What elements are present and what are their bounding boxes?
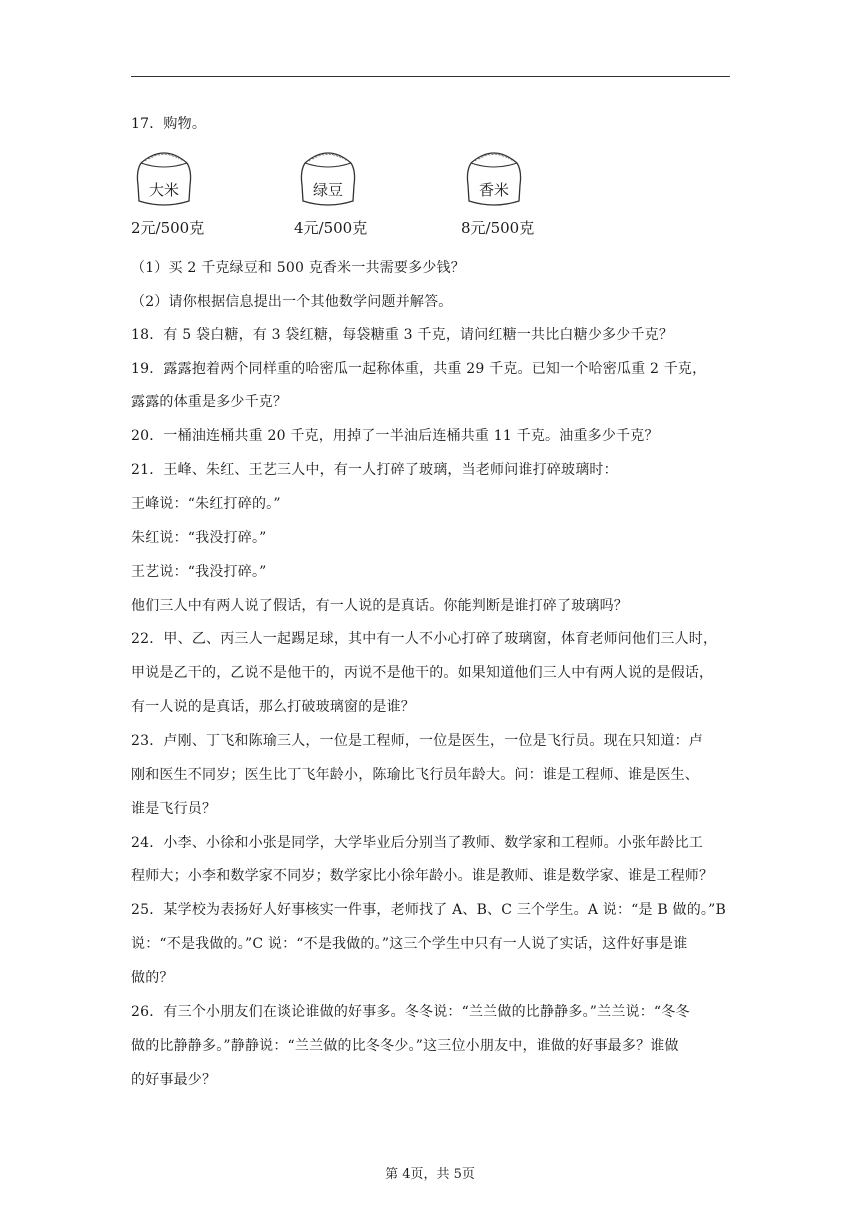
q19-line: 19．露露抱着两个同样重的哈密瓜一起称体重，共重 29 千克。已知一个哈密瓜重 2 千克，: [131, 361, 707, 377]
q22-line: 有一人说的是真话，那么打破玻璃窗的是谁？: [131, 699, 415, 715]
page-number: 第 4页，共 5页: [385, 1167, 475, 1182]
fragrant-rice-bag-icon: [463, 145, 525, 211]
q23-line: 23．卢刚、丁飞和陈瑜三人，一位是工程师，一位是医生，一位是飞行员。现在只知道：卢: [131, 733, 704, 749]
q17-sub2: （2）请你根据信息提出一个其他数学问题并解答。: [131, 294, 453, 310]
price-label: 4元/500克: [294, 219, 368, 237]
q21-line: 21．王峰、朱红、王艺三人中，有一人打碎了玻璃，当老师问谁打碎玻璃时：: [131, 462, 618, 478]
q23-line: 谁是飞行员？: [131, 801, 217, 817]
q25-line: 做的？: [131, 970, 174, 986]
bag-label: 香米: [478, 181, 509, 199]
mung-bean-bag-icon: [297, 145, 359, 211]
q19-line: 露露的体重是多少千克？: [131, 394, 288, 410]
q22-line: 甲说是乙干的，乙说不是他干的，丙说不是他干的。如果知道他们三人中有两人说的是假话，: [131, 665, 714, 681]
q17-sub1: （1）买 2 千克绿豆和 500 克香米一共需要多少钱？: [131, 260, 465, 276]
bag-label: 绿豆: [312, 181, 343, 199]
q25-line: 说：“不是我做的。”C 说：“不是我做的。”这三个学生中只有一人说了实话，这件好事是谁: [131, 936, 688, 952]
rice-bag-icon: [133, 145, 195, 211]
q26-line: 做的比静静多。”静静说：“兰兰做的比冬冬少。”这三位小朋友中，谁做的好事最多？谁做: [131, 1038, 679, 1054]
q26-line: 的好事最少？: [131, 1072, 217, 1088]
q21-line: 王艺说：“我没打碎。”: [131, 564, 267, 580]
q25-line: 25．某学校为表扬好人好事核实一件事，老师找了 A、B、C 三个学生。A 说：“是 B 做的。”B: [131, 902, 726, 918]
q21-line: 朱红说：“我没打碎。”: [131, 530, 267, 546]
q24-line: 24．小李、小徐和小张是同学，大学毕业后分别当了教师、数学家和工程师。小张年龄比工: [131, 835, 704, 851]
q17-title: 17．购物。: [131, 116, 207, 132]
q18-text: 18．有 5 袋白糖，有 3 袋红糖，每袋糖重 3 千克，请问红糖一共比白糖少多少千克？: [131, 327, 674, 343]
q24-line: 程师大；小李和数学家不同岁；数学家比小徐年龄小。谁是教师、谁是数学家、谁是工程师？: [131, 868, 714, 884]
q26-line: 26．有三个小朋友们在谈论谁做的好事多。冬冬说：“兰兰做的比静静多。”兰兰说：“冬冬: [131, 1004, 690, 1020]
header-rule: [131, 76, 730, 77]
price-label: 8元/500克: [461, 219, 535, 237]
q22-line: 22．甲、乙、丙三人一起踢足球，其中有一人不小心打碎了玻璃窗，体育老师问他们三人时，: [131, 631, 718, 647]
q23-line: 刚和医生不同岁；医生比丁飞年龄小，陈瑜比飞行员年龄大。问：谁是工程师、谁是医生、: [131, 767, 699, 783]
q21-line: 王峰说：“朱红打碎的。”: [131, 496, 281, 512]
q21-line: 他们三人中有两人说了假话，有一人说的是真话。你能判断是谁打碎了玻璃吗？: [131, 598, 628, 614]
price-label: 2元/500克: [131, 219, 205, 237]
q20-text: 20．一桶油连桶共重 20 千克，用掉了一半油后连桶共重 11 千克。油重多少千克？: [131, 428, 659, 444]
bag-label: 大米: [148, 181, 179, 199]
